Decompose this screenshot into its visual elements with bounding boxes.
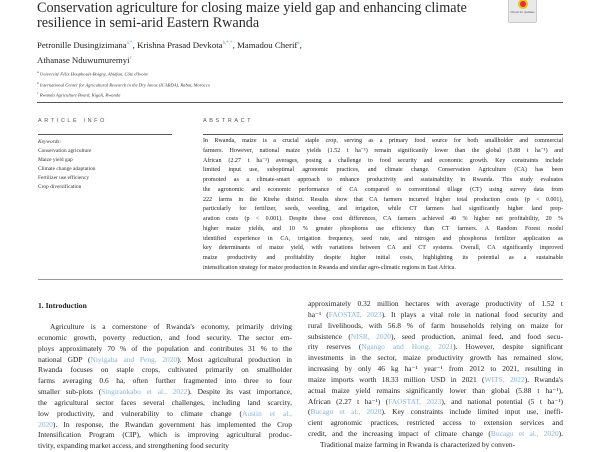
citation-link[interactable]: Ngango and Hong, 2021 xyxy=(361,342,454,352)
body-text-line xyxy=(308,440,563,451)
body-text: ). Despite its vast importance, xyxy=(187,387,292,397)
affiliation-mark: b xyxy=(37,80,39,85)
abstract-line: the agronomic and economic performance of CA compared to conventional tillage (CT) using survey data from xyxy=(203,186,563,193)
abstract-line: higher maize yields, and 10 % greater phosphorus use efficiency than CT farmers. A Random Forest model xyxy=(203,225,563,232)
affiliation-text: International Center for Agricultural Research in the Dry Areas (ICARDA), Rabat, Morocco xyxy=(39,82,211,88)
body-text: ). Most agricultural production in xyxy=(177,354,292,364)
body-text-line xyxy=(38,420,292,431)
title-line: Conservation agriculture for closing maize yield gap and enhancing climate xyxy=(37,0,467,16)
body-text: rity reserves ( xyxy=(308,342,362,352)
body-text: smaller sub-plots ( xyxy=(38,387,102,397)
body-text: ha⁻¹ ( xyxy=(308,309,329,319)
body-text-line xyxy=(308,299,563,310)
body-text-line xyxy=(38,430,292,441)
body-text: tivity, expanding market access, and strengthening food security xyxy=(38,441,229,451)
body-text: ). It plays a vital role in national food security and xyxy=(381,309,563,319)
body-text: ). xyxy=(558,429,563,439)
body-text: ( xyxy=(308,407,311,417)
body-text: credit, and the increasing impact of climate change ( xyxy=(308,429,491,439)
body-text: ), and national potential (5 t ha⁻¹) xyxy=(441,396,563,406)
body-text-line xyxy=(38,333,292,344)
abstract-bottom-divider xyxy=(38,279,563,280)
abstract-label: ABSTRACT xyxy=(203,118,254,124)
body-text: the agricultural sector faces several challenges, including land scarcity, xyxy=(38,397,292,407)
abstract-line: maize productivity and profitability despite higher initial costs, highlighting its potential as a sustainable xyxy=(203,255,563,261)
body-text-line xyxy=(308,375,563,386)
author[interactable] xyxy=(137,40,233,50)
author-name: Mamadou Cherif xyxy=(236,39,298,50)
body-text-line xyxy=(38,376,292,387)
article-title xyxy=(37,1,507,31)
author[interactable] xyxy=(37,55,132,65)
body-text-line xyxy=(308,364,563,375)
affiliations xyxy=(37,68,210,100)
body-text: Agriculture is a cornerstone of Rwanda's economy, primarily driving xyxy=(50,322,292,331)
keyword[interactable]: Maize yield gap xyxy=(38,156,73,163)
author[interactable] xyxy=(37,40,133,50)
body-text: approximately 0.32 million hectares with average productivity of 1.52 t xyxy=(308,299,563,308)
affiliation-text: Université Félix Houphouët-Boigny, Abidjan, Côte d'Ivoire xyxy=(39,71,149,77)
citation-link[interactable]: Niyigaba and Peng, 2020 xyxy=(90,354,178,364)
abstract-line: key determinants of maize yield, with variations between CA and CT systems. Overall, CA significantly improved xyxy=(203,245,563,252)
bookmark-icon xyxy=(518,0,528,9)
body-text: subsistence ( xyxy=(308,331,351,341)
author-list: Petronille Dusingizimana$^{a,*}$, Krishna Prasad Devkota$^{b,*,*}$, Mamadou Cherif$^a$, Athanase Nduwumuremyi$^c$ xyxy=(37,39,302,65)
abstract-line: promoted as a climate-smart approach to enhance productivity and sustainability in Rwanda. This study evaluates xyxy=(203,177,563,183)
body-text-line xyxy=(38,441,292,452)
keyword[interactable]: Crop diversification xyxy=(38,183,82,190)
citation-link[interactable]: Bucagu et al., 2020 xyxy=(310,407,382,417)
body-text: maize imports worth 18.33 million USD in 2021 ( xyxy=(308,374,485,384)
introduction-right-column xyxy=(308,299,563,451)
body-text: ploys approximately 70 % of the population and contributes 31 % to the xyxy=(38,343,292,353)
body-text: ). Key constraints include limited input use, ineffi- xyxy=(381,407,563,417)
body-text-line xyxy=(308,429,563,440)
body-text: low productivity, and vulnerability to climate change ( xyxy=(38,408,242,418)
body-text: national GDP ( xyxy=(38,354,91,364)
affiliation-mark: a xyxy=(37,70,39,74)
author-name: Krishna Prasad Devkota xyxy=(137,39,223,50)
article-info-divider xyxy=(38,134,172,135)
citation-link[interactable]: NISR, 2020 xyxy=(350,331,392,341)
author-marks: a,* xyxy=(126,41,133,46)
body-text: ). In response, the Rwandan government has implemented the Crop xyxy=(52,419,292,429)
affiliation xyxy=(37,89,210,100)
check-for-updates-badge[interactable] xyxy=(508,0,537,23)
body-text: African (2.27 t ha⁻¹) ( xyxy=(308,396,389,406)
body-text: investments in the sector, maize productivity growth has remained slow, xyxy=(308,353,563,363)
keywords xyxy=(38,138,95,191)
body-text-line xyxy=(38,387,292,398)
abstract-line: In Rwanda, maize is a crucial staple crop, serving as a primary food source for both smallholder and commercial xyxy=(203,138,563,144)
citation-link[interactable]: Singirankabo et al., 2022 xyxy=(101,387,188,397)
keyword[interactable]: Climate change adaptation xyxy=(38,165,96,172)
body-text-line xyxy=(38,355,292,366)
citation-link[interactable]: Austin et al., xyxy=(241,408,292,418)
body-text: increasing by only 46 kg ha⁻¹ year⁻¹ from 2012 to 2021, resulting in xyxy=(308,364,563,374)
body-text: ). Rwanda's xyxy=(524,374,563,384)
abstract-line: particularly for fertilizer, seeds, weeding, and irrigation, while CT farmers had significantly higher land prep- xyxy=(203,206,563,213)
keyword[interactable]: Fertilizer use efficiency xyxy=(38,174,90,181)
author-marks: c xyxy=(129,55,132,61)
body-text-line xyxy=(38,322,292,333)
header-divider xyxy=(37,102,563,103)
citation-link[interactable]: FAOSTAT, 2023 xyxy=(388,396,442,406)
abstract-line: African (2.27 t ha⁻¹) averages, posing a challenge to food security and economic growth. Key constraints include xyxy=(203,157,563,164)
body-text: ), seed production, animal feed, and food secu- xyxy=(391,331,563,341)
body-text-line xyxy=(38,398,292,409)
body-text-line xyxy=(308,332,563,343)
affiliation xyxy=(37,79,210,90)
author-name: Athanase Nduwumuremyi xyxy=(37,54,130,65)
affiliation xyxy=(37,68,210,79)
body-text-line xyxy=(308,310,563,321)
body-text: Traditional maize farming in Rwanda is characterized by conven- xyxy=(320,439,516,449)
title-line: resilience in semi-arid Eastern Rwanda xyxy=(37,15,260,31)
body-text-line xyxy=(38,344,292,355)
citation-link[interactable]: Bucagu et al., 2020 xyxy=(490,429,559,439)
citation-link[interactable]: WITS, 2022 xyxy=(484,374,525,384)
body-text-line xyxy=(308,386,563,397)
body-text: Intensification Program (CIP), which is improving agricultural produc- xyxy=(38,430,292,440)
abstract-line: aration costs (p < 0.001). Despite these cost differences, CA farmers achieved 40 % higher net profitability, 20 % xyxy=(203,216,563,222)
body-text: cient agronomic practices, restricted access to extension services and xyxy=(308,418,563,428)
abstract-line: limited input use, suboptimal agronomic practices, and climate change. Conservation Agriculture (CA) has been xyxy=(203,167,563,174)
keywords-heading: Keywords: xyxy=(38,139,62,145)
body-text: economic growth, poverty reduction, and food security. The sector em- xyxy=(38,332,292,342)
body-text-line xyxy=(38,409,292,420)
article-info-label: ARTICLE INFO xyxy=(38,118,107,124)
body-text-line xyxy=(308,397,563,408)
body-text: actual maize yield remains significantly lower than global (5.88 t ha⁻¹), xyxy=(308,385,563,395)
abstract-divider xyxy=(203,134,563,135)
abstract-body xyxy=(203,137,563,274)
abstract-line: identified experience in CA, irrigation frequency, seed rate, and nitrogen and phosphorus fertilizer application as xyxy=(203,235,563,242)
affiliation-mark: c xyxy=(37,91,39,96)
section-heading-introduction: 1. Introduction xyxy=(38,301,87,310)
abstract-line: farmers. However, national maize yields (1.52 t ha⁻¹) remain significantly lower than the global (5.88 t ha⁻¹) and xyxy=(203,147,563,154)
author-marks: b,*,* xyxy=(222,41,233,46)
body-text: Rwanda focuses on staple crops, cultivated primarily on smallholder xyxy=(38,365,292,375)
author[interactable] xyxy=(237,40,300,50)
body-text-line xyxy=(308,321,563,332)
citation-link[interactable]: FAOSTAT, 2023 xyxy=(328,309,382,319)
body-text: farms averaging 0.6 ha, often further fragmented into three to four xyxy=(38,376,292,386)
badge-label: Check for updates xyxy=(510,10,535,14)
body-text-line xyxy=(308,342,563,353)
body-text-line xyxy=(308,418,563,429)
body-text-line xyxy=(308,353,563,364)
abstract-line: 222 farms in the Kirehe district. Results show that CA farmers incurred higher total production costs (p < 0.001), xyxy=(203,196,563,203)
introduction-left-column xyxy=(38,322,292,452)
keyword[interactable]: Conservation agriculture xyxy=(38,147,92,154)
citation-link[interactable]: 2020 xyxy=(38,419,53,429)
author-marks: a xyxy=(297,41,300,46)
abstract-line: intensification strategy for maize production in Rwanda and similar agro-climatic regions in East Africa. xyxy=(203,264,456,271)
affiliation-text: Rwanda Agriculture Board, Kigali, Rwanda xyxy=(39,92,121,98)
body-text-line xyxy=(308,407,563,418)
author-name: Petronille Dusingizimana xyxy=(37,39,127,50)
body-text: ). However, despite significant xyxy=(453,342,563,352)
body-text-line xyxy=(38,365,292,376)
body-text: rural livelihoods, with 56.8 % of farm households relying on maize for xyxy=(308,320,563,330)
